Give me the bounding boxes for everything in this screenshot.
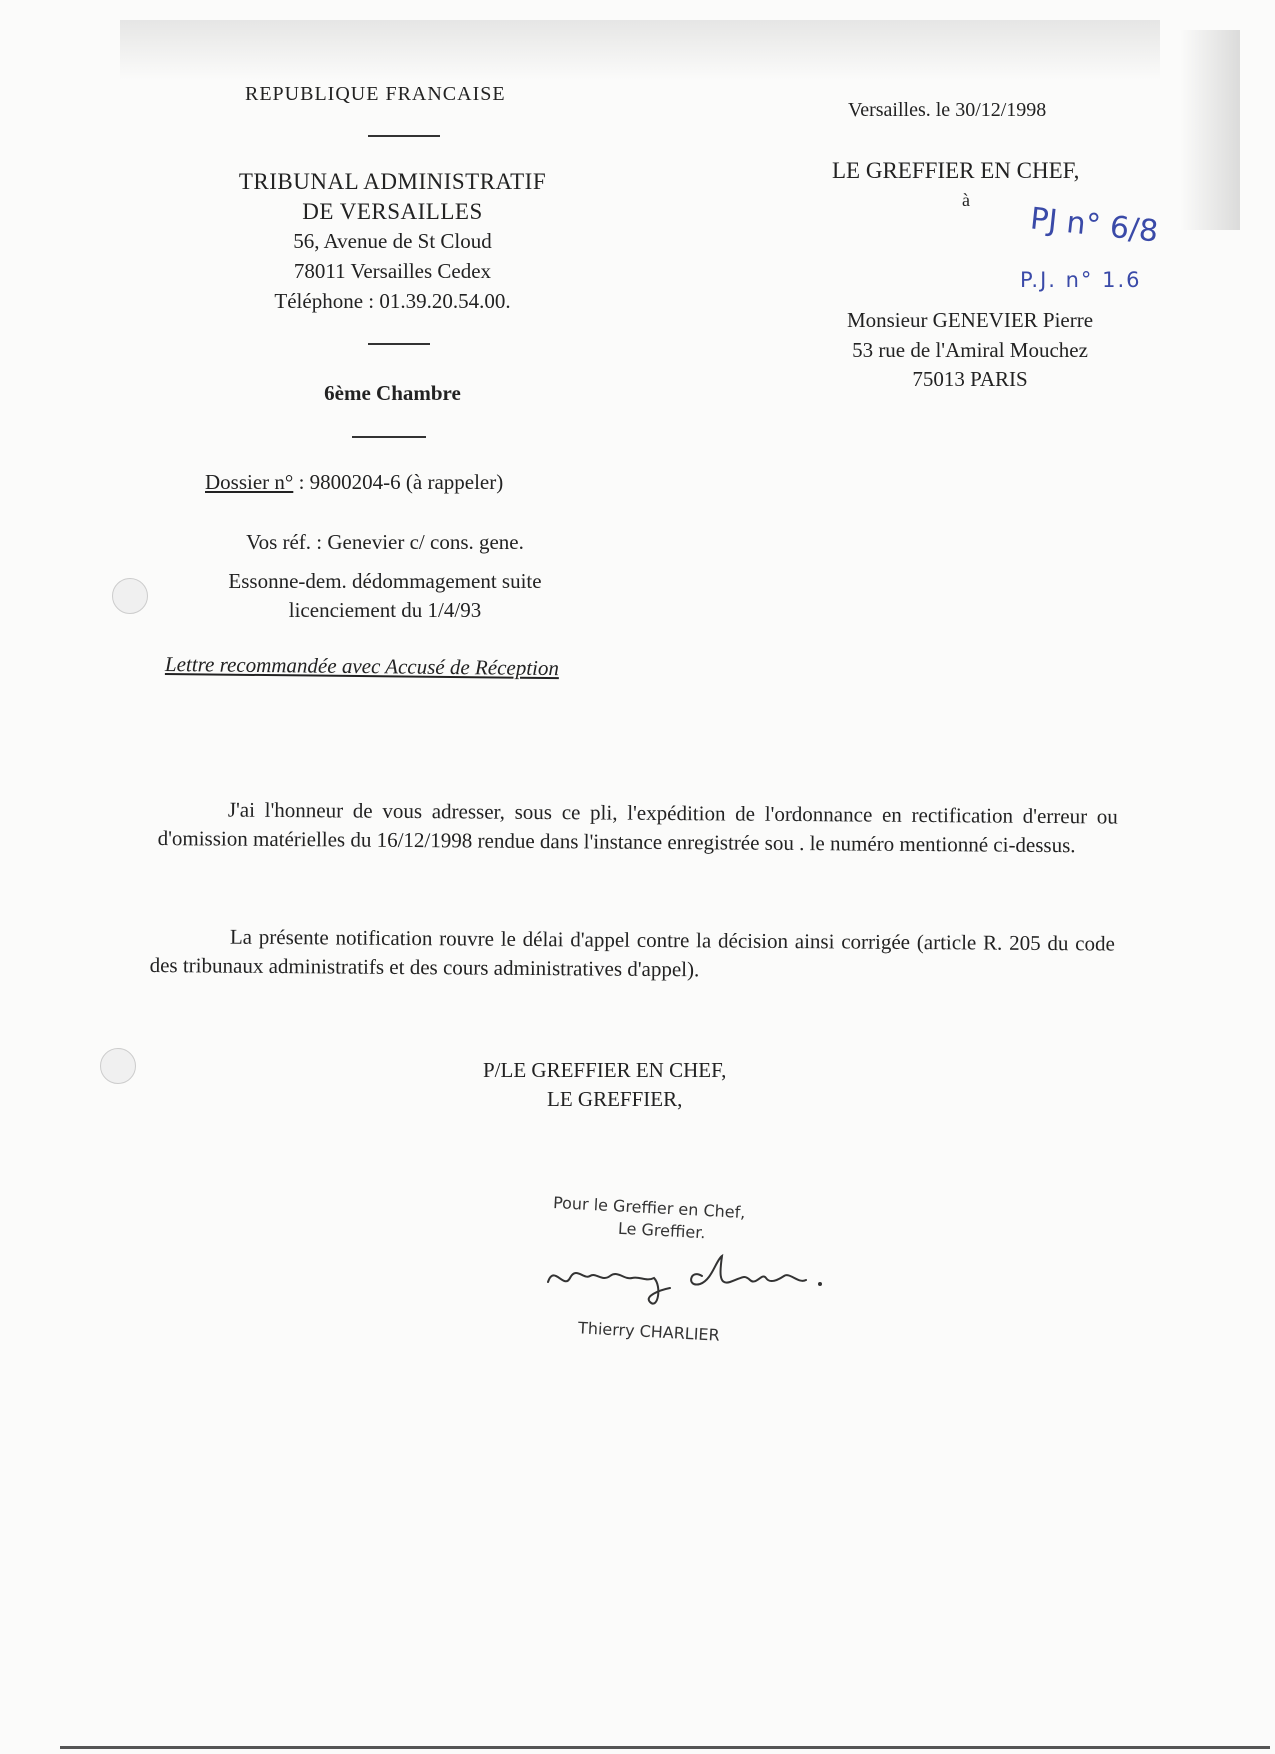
- dossier-value: : 9800204-6 (à rappeler): [293, 470, 504, 494]
- punch-hole-top: [112, 578, 148, 614]
- dossier-label: Dossier n°: [205, 470, 294, 494]
- tribunal-address-line2: 78011 Versailles Cedex: [293, 259, 492, 283]
- handwritten-annotation-reference: P.J. n° 1.6: [1020, 268, 1142, 292]
- scan-edge-bottom: [60, 1746, 1270, 1749]
- punch-hole-bottom: [100, 1048, 136, 1084]
- place-date: Versailles. le 30/12/1998: [848, 99, 1047, 121]
- closing-line1: P/LE GREFFIER EN CHEF,: [483, 1058, 727, 1082]
- divider: [368, 135, 440, 137]
- recipient-name: Monsieur GENEVIER Pierre: [846, 308, 1094, 332]
- chamber-label: 6ème Chambre: [324, 381, 461, 405]
- tribunal-phone: Téléphone : 01.39.20.54.00.: [274, 289, 511, 313]
- tribunal-name-line2: DE VERSAILLES: [302, 199, 483, 224]
- closing-line2: LE GREFFIER,: [547, 1087, 683, 1111]
- tribunal-name-line1: TRIBUNAL ADMINISTRATIF: [238, 169, 547, 194]
- tribunal-address-line1: 56, Avenue de St Cloud: [293, 229, 492, 253]
- recipient-city: 75013 PARIS: [912, 367, 1028, 391]
- handwritten-signature: [540, 1250, 850, 1320]
- your-reference-line1: Vos réf. : Genevier c/ cons. gene.: [246, 530, 524, 554]
- recipient-street: 53 rue de l'Amiral Mouchez: [852, 338, 1088, 362]
- your-reference-line2: Essonne-dem. dédommagement suite: [228, 569, 542, 593]
- mail-type: Lettre recommandée avec Accusé de Réception: [164, 652, 560, 681]
- sender-title: LE GREFFIER EN CHEF,: [832, 158, 1080, 183]
- republic-heading: REPUBLIQUE FRANCAISE: [245, 83, 506, 105]
- body-paragraph: La présente notification rouvre le délai d'appel contre la décision ainsi corrigée (article R. 205 du code des tribunaux administratifs et des cours administratives d'appel).: [149, 924, 1115, 982]
- scan-shadow-top: [120, 20, 1160, 80]
- dossier-number: [205, 470, 503, 495]
- stamp-name: Thierry CHARLIER: [577, 1318, 721, 1345]
- handwritten-annotation-attachment: PJ n° 6/8: [1028, 201, 1160, 250]
- stamp-line2: Le Greffier.: [617, 1218, 706, 1243]
- stamp-line1: Pour le Greffier en Chef,: [552, 1192, 746, 1223]
- divider: [368, 343, 430, 345]
- divider: [352, 436, 426, 438]
- to-label: à: [962, 190, 970, 210]
- body-paragraph: J'ai l'honneur de vous adresser, sous ce pli, l'expédition de l'ordonnance en rectification d'erreur ou d'omission matérielles du 16/12/1998 rendue dans l'instance enregistrée sou . le numéro mentionné ci-dessus.: [157, 797, 1118, 858]
- your-reference-line3: licenciement du 1/4/93: [288, 598, 482, 622]
- scan-shadow-right: [1180, 30, 1240, 230]
